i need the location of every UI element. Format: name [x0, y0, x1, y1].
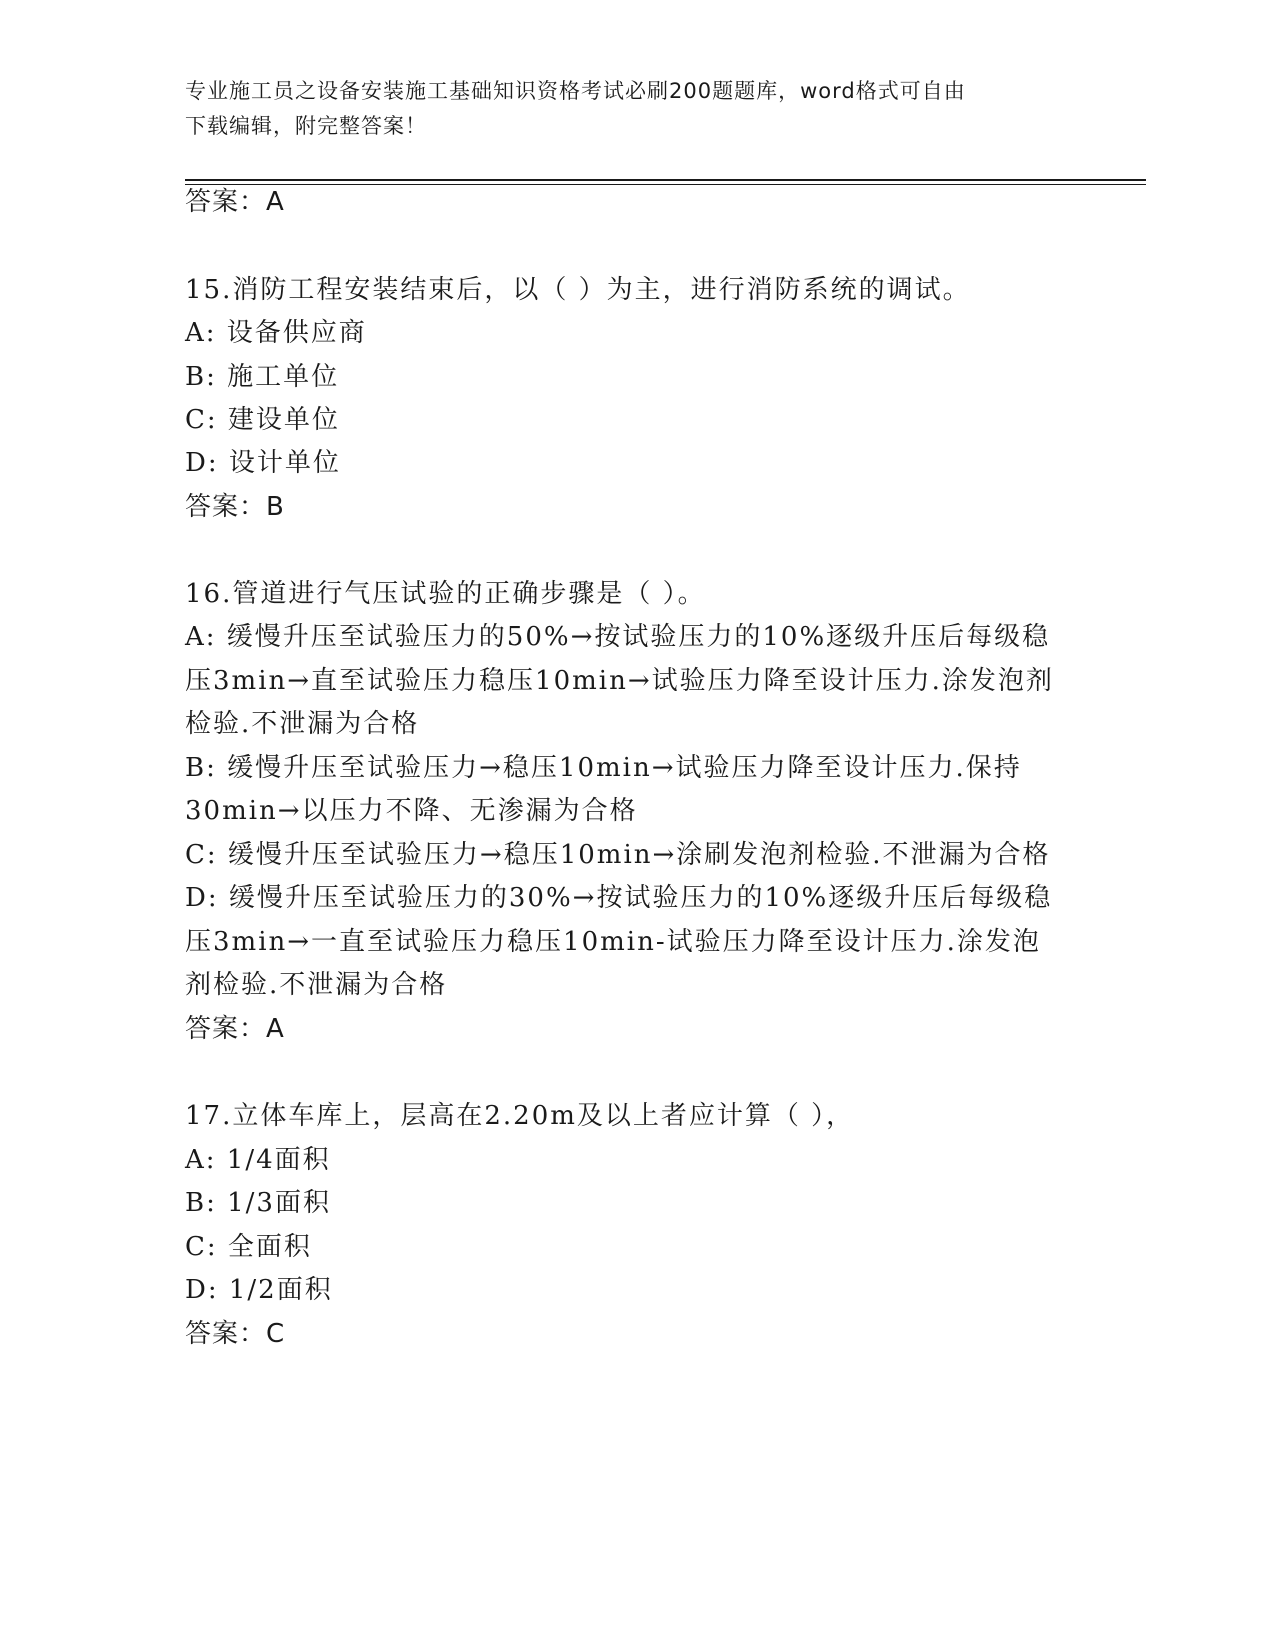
q15-answer: 答案：B: [185, 492, 285, 522]
q15-option-b: B: 施工单位: [185, 362, 340, 392]
q16-option-b-line-2: 30min→以压力不降、无渗漏为合格: [185, 796, 638, 826]
header-line-2: 下载编辑，附完整答案！: [185, 114, 427, 138]
q17-option-b: B: 1/3面积: [185, 1188, 331, 1218]
q16-option-a-line-3: 检验.不泄漏为合格: [185, 709, 420, 739]
q15-option-a: A: 设备供应商: [185, 318, 367, 348]
previous-answer: 答案：A: [185, 187, 285, 217]
q16-option-d-line-2: 压3min→一直至试验压力稳压10min-试验压力降至设计压力.涂发泡: [185, 927, 1041, 957]
q16-option-d-line-1: D: 缓慢升压至试验压力的30%→按试验压力的10%逐级升压后每级稳: [185, 883, 1053, 913]
q16-option-a-line-2: 压3min→直至试验压力稳压10min→试验压力降至设计压力.涂发泡剂: [185, 666, 1054, 696]
q15-stem: 15.消防工程安装结束后，以（ ）为主，进行消防系统的调试。: [185, 275, 971, 305]
q16-answer: 答案：A: [185, 1014, 285, 1044]
page-header: [185, 74, 1065, 144]
header-rule-thin: [185, 184, 1146, 185]
q16-stem: 16.管道进行气压试验的正确步骤是（ ）。: [185, 579, 706, 609]
q17-answer: 答案：C: [185, 1319, 286, 1349]
header-line-1: 专业施工员之设备安装施工基础知识资格考试必刷200题题库，word格式可自由: [185, 79, 966, 103]
q16-option-a-line-1: A: 缓慢升压至试验压力的50%→按试验压力的10%逐级升压后每级稳: [185, 622, 1051, 652]
header-rule-thick: [185, 179, 1146, 181]
q17-option-d: D: 1/2面积: [185, 1275, 333, 1305]
q15-option-c: C: 建设单位: [185, 405, 340, 435]
q17-option-a: A: 1/4面积: [185, 1145, 331, 1175]
q16-option-d-line-3: 剂检验.不泄漏为合格: [185, 970, 448, 1000]
q17-option-c: C: 全面积: [185, 1232, 312, 1262]
q15-option-d: D: 设计单位: [185, 448, 341, 478]
q16-option-b-line-1: B: 缓慢升压至试验压力→稳压10min→试验压力降至设计压力.保持: [185, 753, 1022, 783]
q17-stem: 17.立体车库上，层高在2.20m及以上者应计算（ ），: [185, 1101, 855, 1131]
q16-option-c: C: 缓慢升压至试验压力→稳压10min→涂刷发泡剂检验.不泄漏为合格: [185, 840, 1051, 870]
